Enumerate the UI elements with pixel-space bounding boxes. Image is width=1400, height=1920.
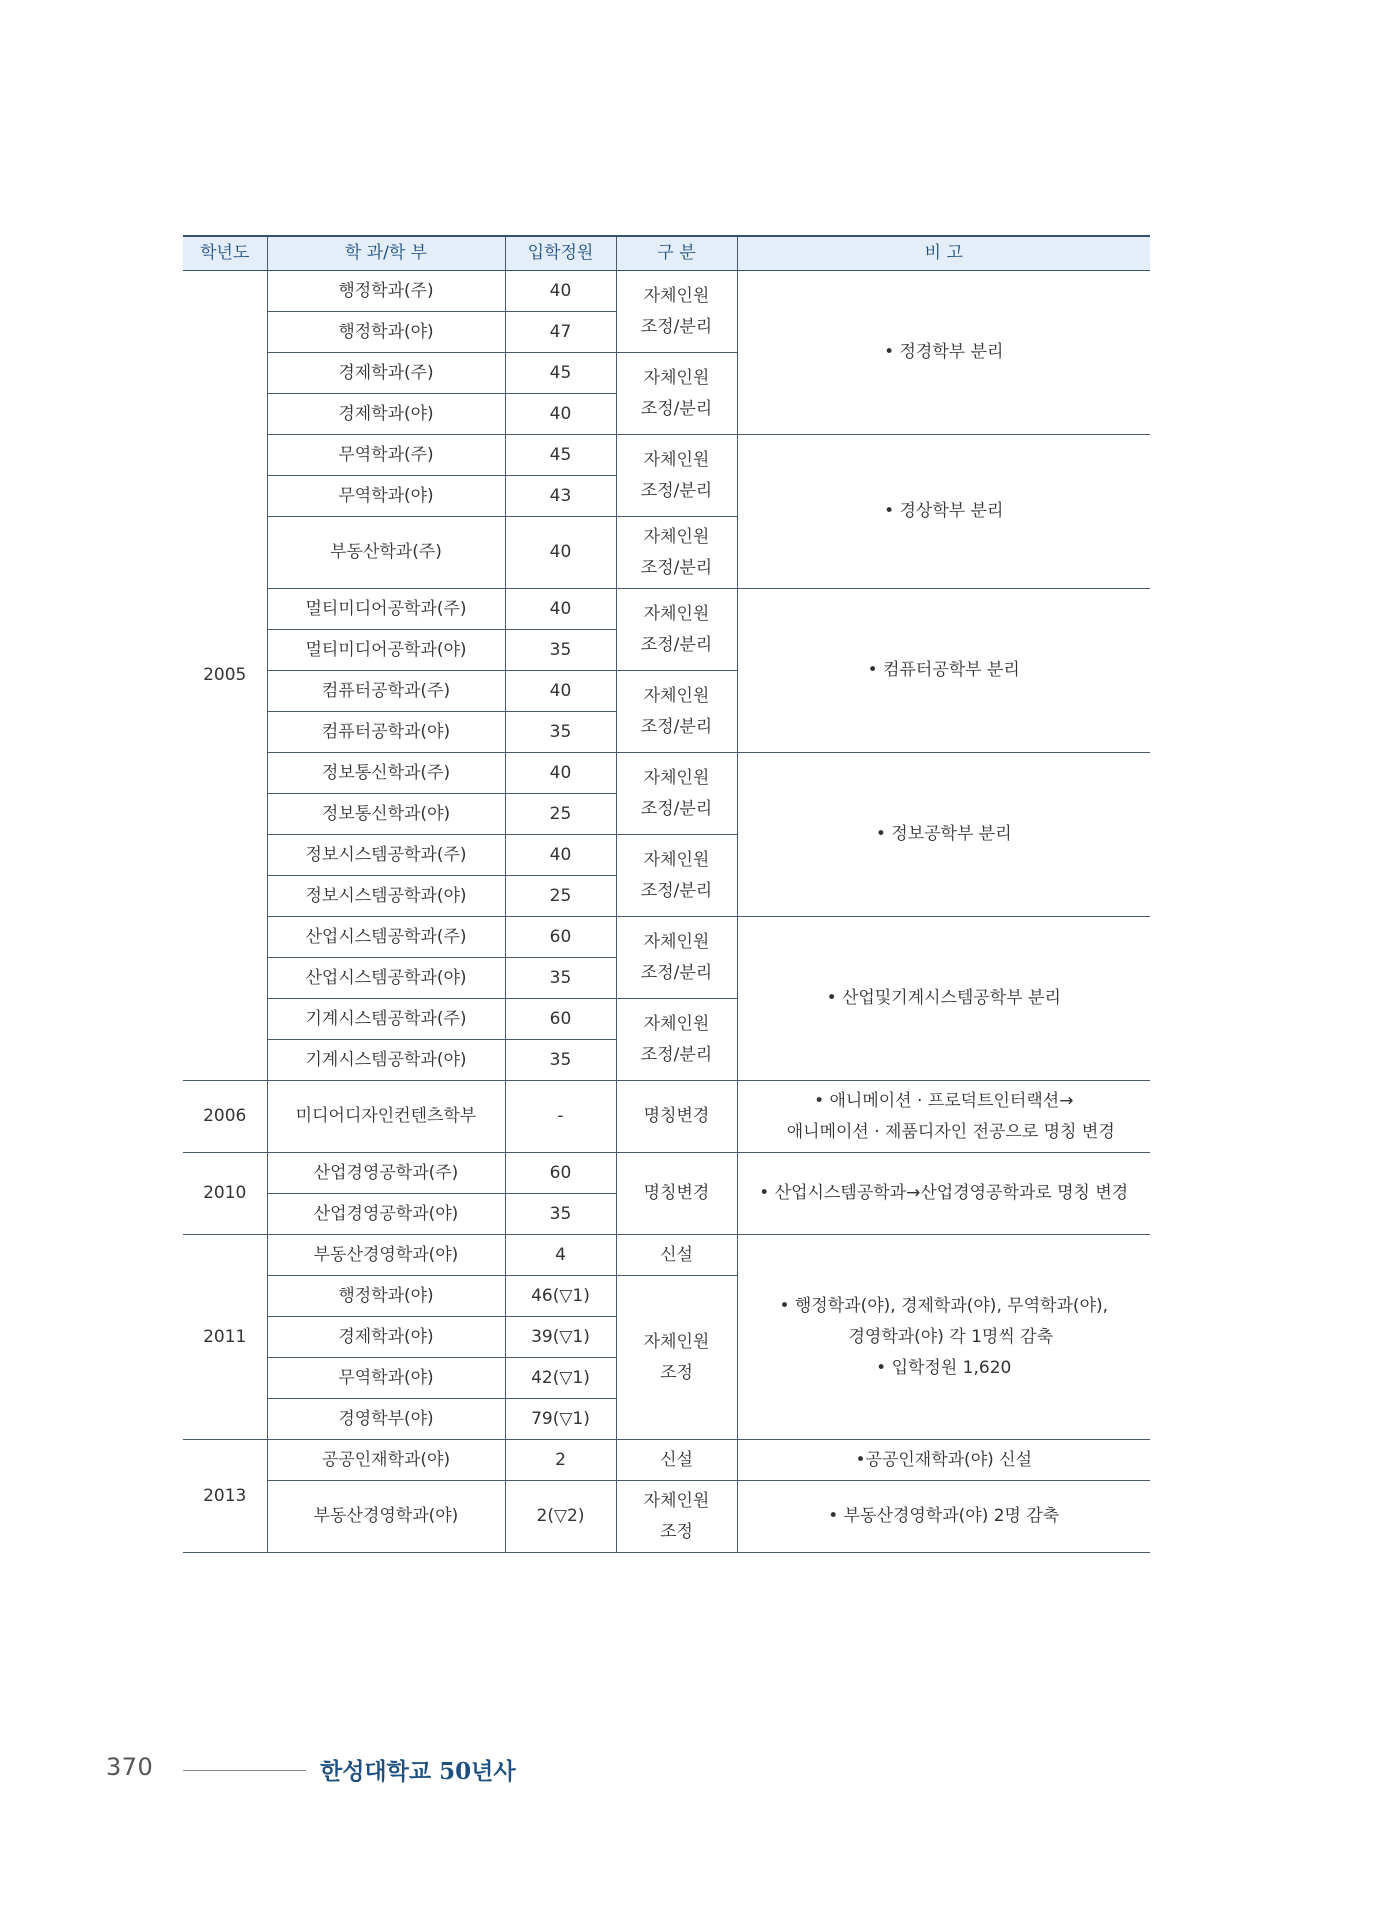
category-cell: 명칭변경: [616, 1081, 737, 1153]
department-cell: 정보시스템공학과(야): [267, 876, 505, 917]
footer-divider: [183, 1770, 306, 1771]
category-cell: [616, 917, 737, 999]
remarks-line: 경영학과(야) 각 1명씩 감축: [848, 1326, 1053, 1347]
department-cell: 무역학과(야): [267, 476, 505, 517]
department-cell: 컴퓨터공학과(주): [267, 671, 505, 712]
header-quota: 입학정원: [505, 236, 616, 271]
department-cell: 정보통신학과(야): [267, 794, 505, 835]
remarks-cell: • 정보공학부 분리: [737, 753, 1150, 917]
category-line: 자체인원: [643, 931, 710, 952]
enrollment-changes-table: [183, 235, 1150, 1553]
department-cell: 행정학과(야): [267, 1276, 505, 1317]
department-cell: 경제학과(야): [267, 394, 505, 435]
category-line: 조정/분리: [640, 316, 713, 337]
table-row: [183, 753, 1150, 794]
department-cell: 부동산학과(주): [267, 517, 505, 589]
category-line: 조정/분리: [640, 880, 713, 901]
table-row: [183, 1081, 1150, 1153]
remarks-cell: • 경상학부 분리: [737, 435, 1150, 589]
category-line: 조정/분리: [640, 634, 713, 655]
table-row: [183, 1153, 1150, 1194]
category-line: 자체인원: [643, 849, 710, 870]
category-line: 자체인원: [643, 1490, 710, 1511]
table-row: [183, 271, 1150, 312]
year-cell: 2006: [183, 1081, 267, 1153]
category-line: 조정/분리: [640, 398, 713, 419]
remarks-cell: • 정경학부 분리: [737, 271, 1150, 435]
department-cell: 멀티미디어공학과(주): [267, 589, 505, 630]
book-title: 한성대학교 50년사: [320, 1758, 516, 1785]
header-year: 학년도: [183, 236, 267, 271]
remarks-cell: •공공인재학과(야) 신설: [737, 1440, 1150, 1481]
table-row: [183, 1440, 1150, 1481]
remarks-line: • 행정학과(야), 경제학과(야), 무역학과(야),: [779, 1295, 1109, 1316]
category-line: 자체인원: [643, 1013, 710, 1034]
department-cell: 산업시스템공학과(주): [267, 917, 505, 958]
remarks-cell: [737, 1081, 1150, 1153]
table-header-row: [183, 236, 1150, 271]
remarks-line: 애니메이션 · 제품디자인 전공으로 명칭 변경: [786, 1121, 1115, 1142]
category-line: 조정/분리: [640, 480, 713, 501]
category-line: 자체인원: [643, 767, 710, 788]
category-cell: 명칭변경: [616, 1153, 737, 1235]
category-line: 자체인원: [643, 685, 710, 706]
category-line: 조정/분리: [640, 1044, 713, 1065]
quota-cell: 40: [505, 394, 616, 435]
header-department: 학 과/학 부: [267, 236, 505, 271]
quota-cell: 60: [505, 917, 616, 958]
department-cell: 미디어디자인컨텐츠학부: [267, 1081, 505, 1153]
category-line: 조정/분리: [640, 716, 713, 737]
quota-cell: 35: [505, 1040, 616, 1081]
category-cell: [616, 353, 737, 435]
category-line: 자체인원: [643, 285, 710, 306]
category-line: 자체인원: [643, 1331, 710, 1352]
quota-cell: 2(▽2): [505, 1481, 616, 1553]
category-cell: [616, 671, 737, 753]
quota-cell: 45: [505, 435, 616, 476]
year-cell: 2010: [183, 1153, 267, 1235]
department-cell: 무역학과(야): [267, 1358, 505, 1399]
department-cell: 정보시스템공학과(주): [267, 835, 505, 876]
department-cell: 산업시스템공학과(야): [267, 958, 505, 999]
quota-cell: 40: [505, 753, 616, 794]
header-remarks: 비 고: [737, 236, 1150, 271]
category-line: 자체인원: [643, 449, 710, 470]
quota-cell: 4: [505, 1235, 616, 1276]
table-row: [183, 435, 1150, 476]
department-cell: 부동산경영학과(야): [267, 1235, 505, 1276]
category-cell: [616, 999, 737, 1081]
quota-cell: 2: [505, 1440, 616, 1481]
category-line: 조정: [660, 1362, 693, 1383]
quota-cell: 35: [505, 630, 616, 671]
remarks-cell: • 컴퓨터공학부 분리: [737, 589, 1150, 753]
department-cell: 경제학과(야): [267, 1317, 505, 1358]
department-cell: 멀티미디어공학과(야): [267, 630, 505, 671]
category-line: 조정/분리: [640, 962, 713, 983]
department-cell: 기계시스템공학과(야): [267, 1040, 505, 1081]
year-cell: 2011: [183, 1235, 267, 1440]
quota-cell: -: [505, 1081, 616, 1153]
department-cell: 경제학과(주): [267, 353, 505, 394]
quota-cell: 60: [505, 999, 616, 1040]
quota-cell: 42(▽1): [505, 1358, 616, 1399]
department-cell: 정보통신학과(주): [267, 753, 505, 794]
remarks-cell: • 산업및기계시스템공학부 분리: [737, 917, 1150, 1081]
quota-cell: 35: [505, 712, 616, 753]
quota-cell: 40: [505, 589, 616, 630]
category-line: 자체인원: [643, 526, 710, 547]
category-cell: [616, 1481, 737, 1553]
table-row: [183, 1235, 1150, 1276]
table-row: [183, 1481, 1150, 1553]
quota-cell: 25: [505, 876, 616, 917]
department-cell: 경영학부(야): [267, 1399, 505, 1440]
table-row: [183, 917, 1150, 958]
department-cell: 무역학과(주): [267, 435, 505, 476]
quota-cell: 40: [505, 271, 616, 312]
department-cell: 기계시스템공학과(주): [267, 999, 505, 1040]
remarks-line: • 입학정원 1,620: [876, 1357, 1012, 1378]
quota-cell: 43: [505, 476, 616, 517]
department-cell: 공공인재학과(야): [267, 1440, 505, 1481]
quota-cell: 40: [505, 517, 616, 589]
department-cell: 부동산경영학과(야): [267, 1481, 505, 1553]
remarks-cell: • 부동산경영학과(야) 2명 감축: [737, 1481, 1150, 1553]
category-line: 조정/분리: [640, 798, 713, 819]
quota-cell: 40: [505, 835, 616, 876]
quota-cell: 79(▽1): [505, 1399, 616, 1440]
category-cell: 신설: [616, 1440, 737, 1481]
category-line: 조정/분리: [640, 557, 713, 578]
department-cell: 컴퓨터공학과(야): [267, 712, 505, 753]
category-cell: [616, 1276, 737, 1440]
category-cell: [616, 271, 737, 353]
category-line: 자체인원: [643, 367, 710, 388]
category-cell: [616, 517, 737, 589]
year-cell: 2013: [183, 1440, 267, 1553]
quota-cell: 45: [505, 353, 616, 394]
quota-cell: 60: [505, 1153, 616, 1194]
department-cell: 산업경영공학과(야): [267, 1194, 505, 1235]
category-cell: [616, 835, 737, 917]
quota-cell: 40: [505, 671, 616, 712]
quota-cell: 35: [505, 958, 616, 999]
department-cell: 행정학과(야): [267, 312, 505, 353]
quota-cell: 46(▽1): [505, 1276, 616, 1317]
quota-cell: 47: [505, 312, 616, 353]
table-row: [183, 589, 1150, 630]
category-cell: [616, 589, 737, 671]
year-cell: 2005: [183, 271, 267, 1081]
quota-cell: 39(▽1): [505, 1317, 616, 1358]
quota-cell: 25: [505, 794, 616, 835]
quota-cell: 35: [505, 1194, 616, 1235]
department-cell: 행정학과(주): [267, 271, 505, 312]
header-category: 구 분: [616, 236, 737, 271]
category-line: 자체인원: [643, 603, 710, 624]
department-cell: 산업경영공학과(주): [267, 1153, 505, 1194]
page-number: 370: [106, 1753, 154, 1781]
category-cell: 신설: [616, 1235, 737, 1276]
remarks-cell: [737, 1235, 1150, 1440]
category-cell: [616, 435, 737, 517]
category-line: 조정: [660, 1521, 693, 1542]
category-cell: [616, 753, 737, 835]
remarks-cell: • 산업시스템공학과→산업경영공학과로 명칭 변경: [737, 1153, 1150, 1235]
remarks-line: • 애니메이션 · 프로덕트인터랙션→: [814, 1090, 1074, 1111]
